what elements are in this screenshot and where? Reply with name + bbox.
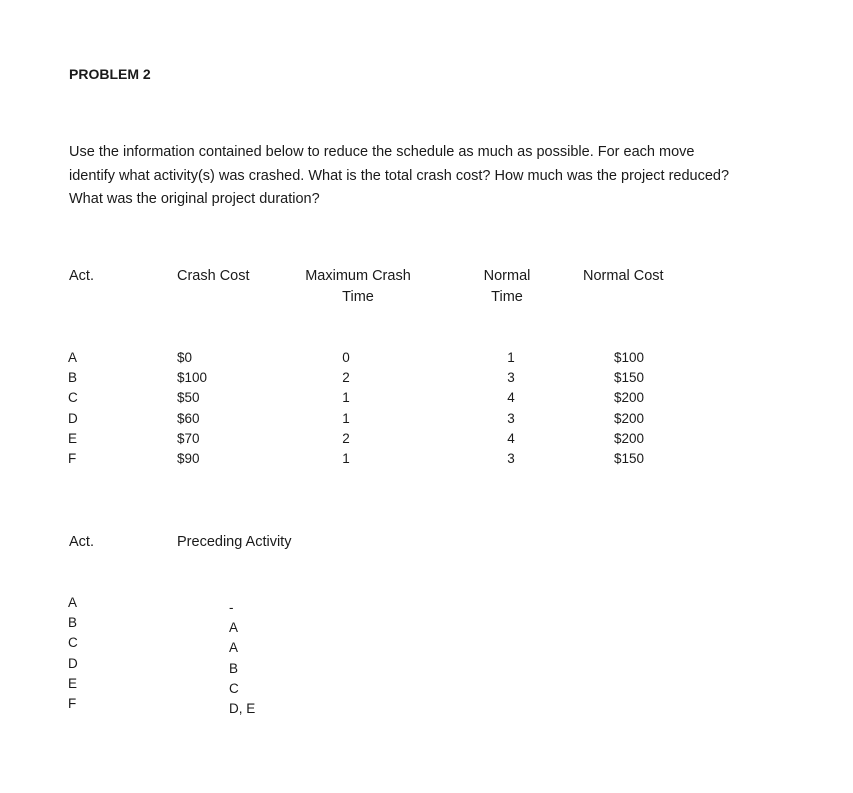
crash-cost-cell: $100 bbox=[177, 370, 208, 386]
normal-cost-cell: $200 bbox=[614, 410, 645, 426]
header-preceding-activity: Preceding Activity bbox=[177, 534, 292, 550]
activity-column-2 bbox=[68, 593, 80, 714]
max-crash-time-cell: 0 bbox=[342, 350, 350, 365]
activity-cell: C bbox=[68, 635, 78, 651]
normal-time-column bbox=[499, 348, 523, 469]
header-normal-cost: Normal Cost bbox=[583, 268, 664, 284]
normal-time-cell: 1 bbox=[507, 350, 515, 365]
normal-cost-cell: $100 bbox=[614, 350, 645, 365]
crash-cost-cell: $90 bbox=[177, 450, 200, 466]
normal-time-cell: 3 bbox=[507, 370, 515, 386]
crash-cost-column bbox=[177, 348, 237, 469]
activity-cell: F bbox=[68, 695, 77, 711]
activity-cell: D bbox=[68, 655, 78, 671]
page-title: PROBLEM 2 bbox=[69, 66, 151, 82]
question-line: Use the information contained below to reduce the schedule as much as possible. For each move bbox=[69, 144, 695, 160]
normal-time-cell: 3 bbox=[507, 410, 515, 426]
normal-time-cell: 4 bbox=[507, 390, 515, 406]
question-text bbox=[69, 141, 809, 212]
crash-cost-cell: $60 bbox=[177, 410, 200, 426]
crash-cost-cell: $0 bbox=[177, 350, 193, 365]
header-normal-time-line2: Time bbox=[491, 289, 523, 305]
activity-cell: D bbox=[68, 410, 78, 426]
max-crash-time-cell: 2 bbox=[342, 430, 350, 446]
activity-cell: E bbox=[68, 430, 78, 446]
preceding-cell: B bbox=[229, 660, 239, 676]
activity-cell: A bbox=[68, 595, 78, 610]
header-act-2: Act. bbox=[69, 534, 94, 550]
preceding-cell: A bbox=[229, 620, 239, 636]
max-crash-time-cell: 1 bbox=[342, 450, 350, 466]
normal-cost-cell: $150 bbox=[614, 370, 645, 386]
header-crash-cost: Crash Cost bbox=[177, 268, 250, 284]
normal-cost-cell: $200 bbox=[614, 430, 645, 446]
activity-cell: E bbox=[68, 675, 78, 691]
activity-cell: B bbox=[68, 370, 78, 386]
preceding-cell: - bbox=[229, 600, 234, 615]
preceding-cell: C bbox=[229, 680, 239, 696]
preceding-cell: D, E bbox=[229, 700, 256, 716]
normal-cost-cell: $200 bbox=[614, 390, 645, 406]
question-line: What was the original project duration? bbox=[69, 191, 320, 207]
header-normal-time-line1: Normal bbox=[483, 268, 531, 284]
header-max-crash-line2: Time bbox=[342, 289, 374, 305]
activity-cell: F bbox=[68, 450, 77, 466]
max-crash-time-column bbox=[334, 348, 358, 469]
header-act: Act. bbox=[69, 268, 94, 284]
header-max-crash-line1: Maximum Crash bbox=[305, 268, 411, 284]
max-crash-time-cell: 1 bbox=[342, 390, 350, 406]
header-normal-time bbox=[475, 266, 539, 308]
normal-time-cell: 4 bbox=[507, 430, 515, 446]
question-line: identify what activity(s) was crashed. What is the total crash cost? How much was the project reduced? bbox=[69, 167, 730, 184]
activity-column bbox=[68, 348, 80, 469]
normal-cost-cell: $150 bbox=[614, 450, 645, 466]
activity-cell: B bbox=[68, 615, 78, 631]
activity-cell: A bbox=[68, 350, 78, 365]
activity-cell: C bbox=[68, 390, 78, 406]
crash-cost-cell: $70 bbox=[177, 430, 200, 446]
max-crash-time-cell: 2 bbox=[342, 370, 350, 386]
preceding-cell: A bbox=[229, 640, 239, 656]
preceding-column bbox=[229, 598, 289, 719]
header-max-crash-time bbox=[300, 266, 416, 308]
crash-cost-cell: $50 bbox=[177, 390, 200, 406]
max-crash-time-cell: 1 bbox=[342, 410, 350, 426]
normal-cost-column bbox=[614, 348, 674, 469]
normal-time-cell: 3 bbox=[507, 450, 515, 466]
